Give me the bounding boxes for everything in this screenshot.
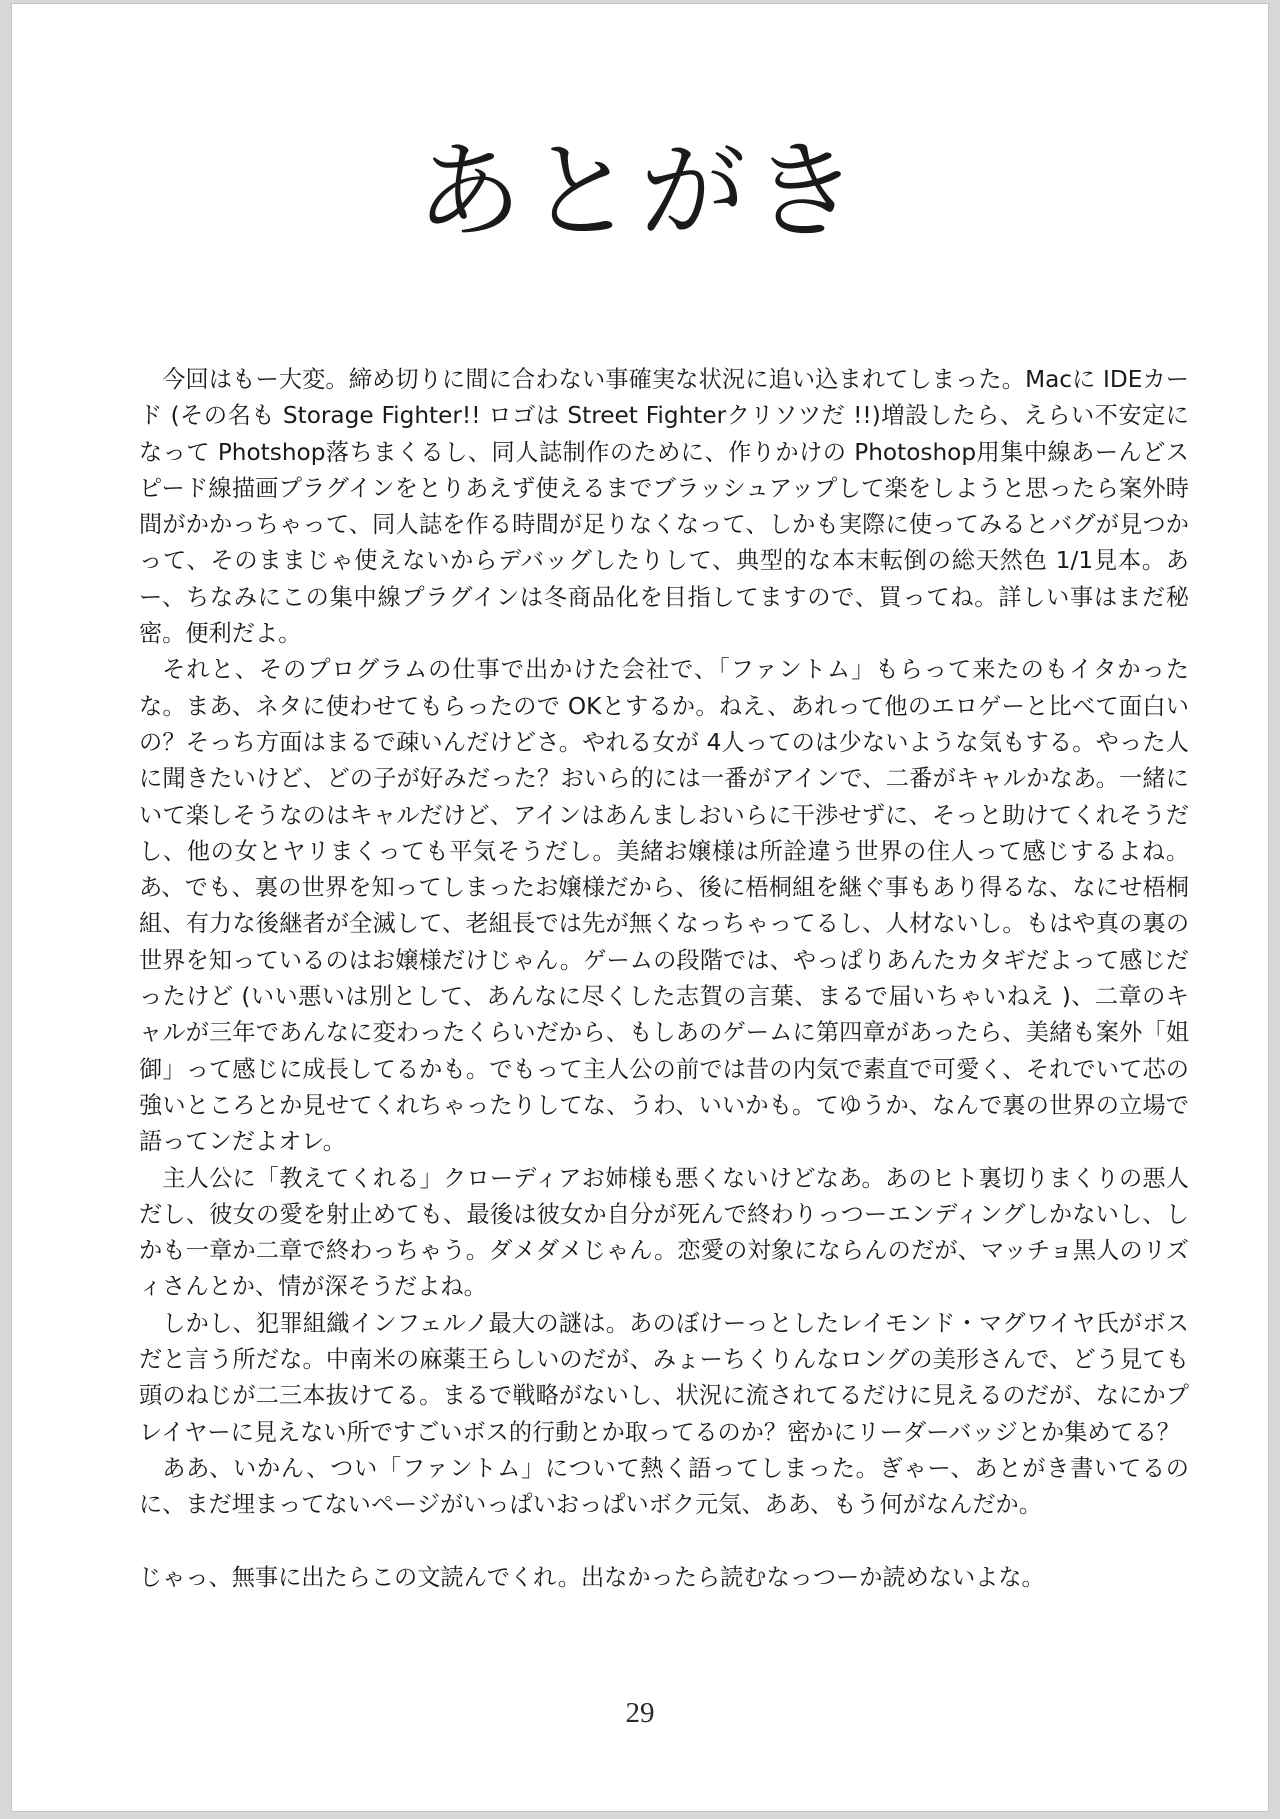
paragraph-1: 今回はもー大変。締め切りに間に合わない事確実な状況に追い込まれてしまった。Macに IDEカード (その名も Storage Fighter!! ロゴは Street Fighterクリソツだ !!)増設したら、えらい不安定になって Photshop落ちまくるし、同人誌制作のために、作りかけの Photoshop用集中線あーんどスピード線描画プラグインをとりあえず使えるまでブラッシュアップして楽をしようと思ったら案外時間がかかっちゃって、同人誌を作る時間が足りなくなって、しかも実際に使ってみるとバグが見つかって、そのままじゃ使えないからデバッグしたりして、典型的な本末転倒の総天然色 1/1見本。あー、ちなみにこの集中線プラグインは冬商品化を目指してますので、買ってね。詳しい事はまだ秘密。便利だよ。	[139, 366, 1189, 648]
paragraph-2: それと、そのプログラムの仕事で出かけた会社で、「ファントム」もらって来たのもイタかったな。まあ、ネタに使わせてもらったので OKとするか。ねえ、あれって他のエロゲーと比べて面白いの？そっち方面はまるで疎いんだけどさ。やれる女が 4人ってのは少ないような気もする。やった人に聞きたいけど、どの子が好みだった？おいら的には一番がアインで、二番がキャルかなあ。一緒にいて楽しそうなのはキャルだけど、アインはあんましおいらに干渉せずに、そっと助けてくれそうだし、他の女とヤリまくっても平気そうだし。美緒お嬢様は所詮違う世界の住人って感じするよね。あ、でも、裏の世界を知ってしまったお嬢様だから、後に梧桐組を継ぐ事もあり得るな、なにせ梧桐組、有力な後継者が全滅して、老組長では先が無くなっちゃってるし、人材ないし。もはや真の裏の世界を知っているのはお嬢様だけじゃん。ゲームの段階では、やっぱりあんたカタギだよって感じだったけど (いい悪いは別として、あんなに尽くした志賀の言葉、まるで届いちゃいねえ )、二章のキャルが三年であんなに変わったくらいだから、もしあのゲームに第四章があったら、美緒も案外「姐御」って感じに成長してるかも。でもって主人公の前では昔の内気で素直で可愛く、それでいて芯の強いところとか見せてくれちゃったりしてな、うわ、いいかも。てゆうか、なんで裏の世界の立場で語ってンだよオレ。	[139, 656, 1189, 1156]
page-title: あとがき	[416, 130, 864, 253]
paragraph-4: しかし、犯罪組織インフェルノ最大の謎は。あのぼけーっとしたレイモンド・マグワイヤ氏がボスだと言う所だな。中南米の麻薬王らしいのだが、みょーちくりんなロングの美形さんで、どう見ても頭のねじが二三本抜けてる。まるで戦略がないし、状況に流されてるだけに見えるのだが、なにかプレイヤーに見えない所ですごいボス的行動とか取ってるのか？密かにリーダーバッジとか集めてる？	[139, 1309, 1189, 1446]
paragraph-3: 主人公に「教えてくれる」クローディアお姉様も悪くないけどなあ。あのヒト裏切りまくりの悪人だし、彼女の愛を射止めても、最後は彼女か自分が死んで終わりっつーエンディングしかないし、しかも一章か二章で終わっちゃう。ダメダメじゃん。恋愛の対象にならんのだが、マッチョ黒人のリズィさんとか、情が深そうだよね。	[139, 1164, 1189, 1301]
closing-line: じゃっ、無事に出たらこの文読んでくれ。出なかったら読むなっつーか読めないよな。	[139, 1563, 1045, 1591]
document-page	[12, 4, 1268, 1811]
paragraph-5: ああ、いかん、つい「ファントム」について熱く語ってしまった。ぎゃー、あとがき書いてるのに、まだ埋まってないページがいっぱいおっぱいボク元気、ああ、もう何がなんだか。	[139, 1454, 1189, 1519]
page-number: 29	[625, 1697, 655, 1729]
afterword-body	[139, 362, 1189, 1596]
